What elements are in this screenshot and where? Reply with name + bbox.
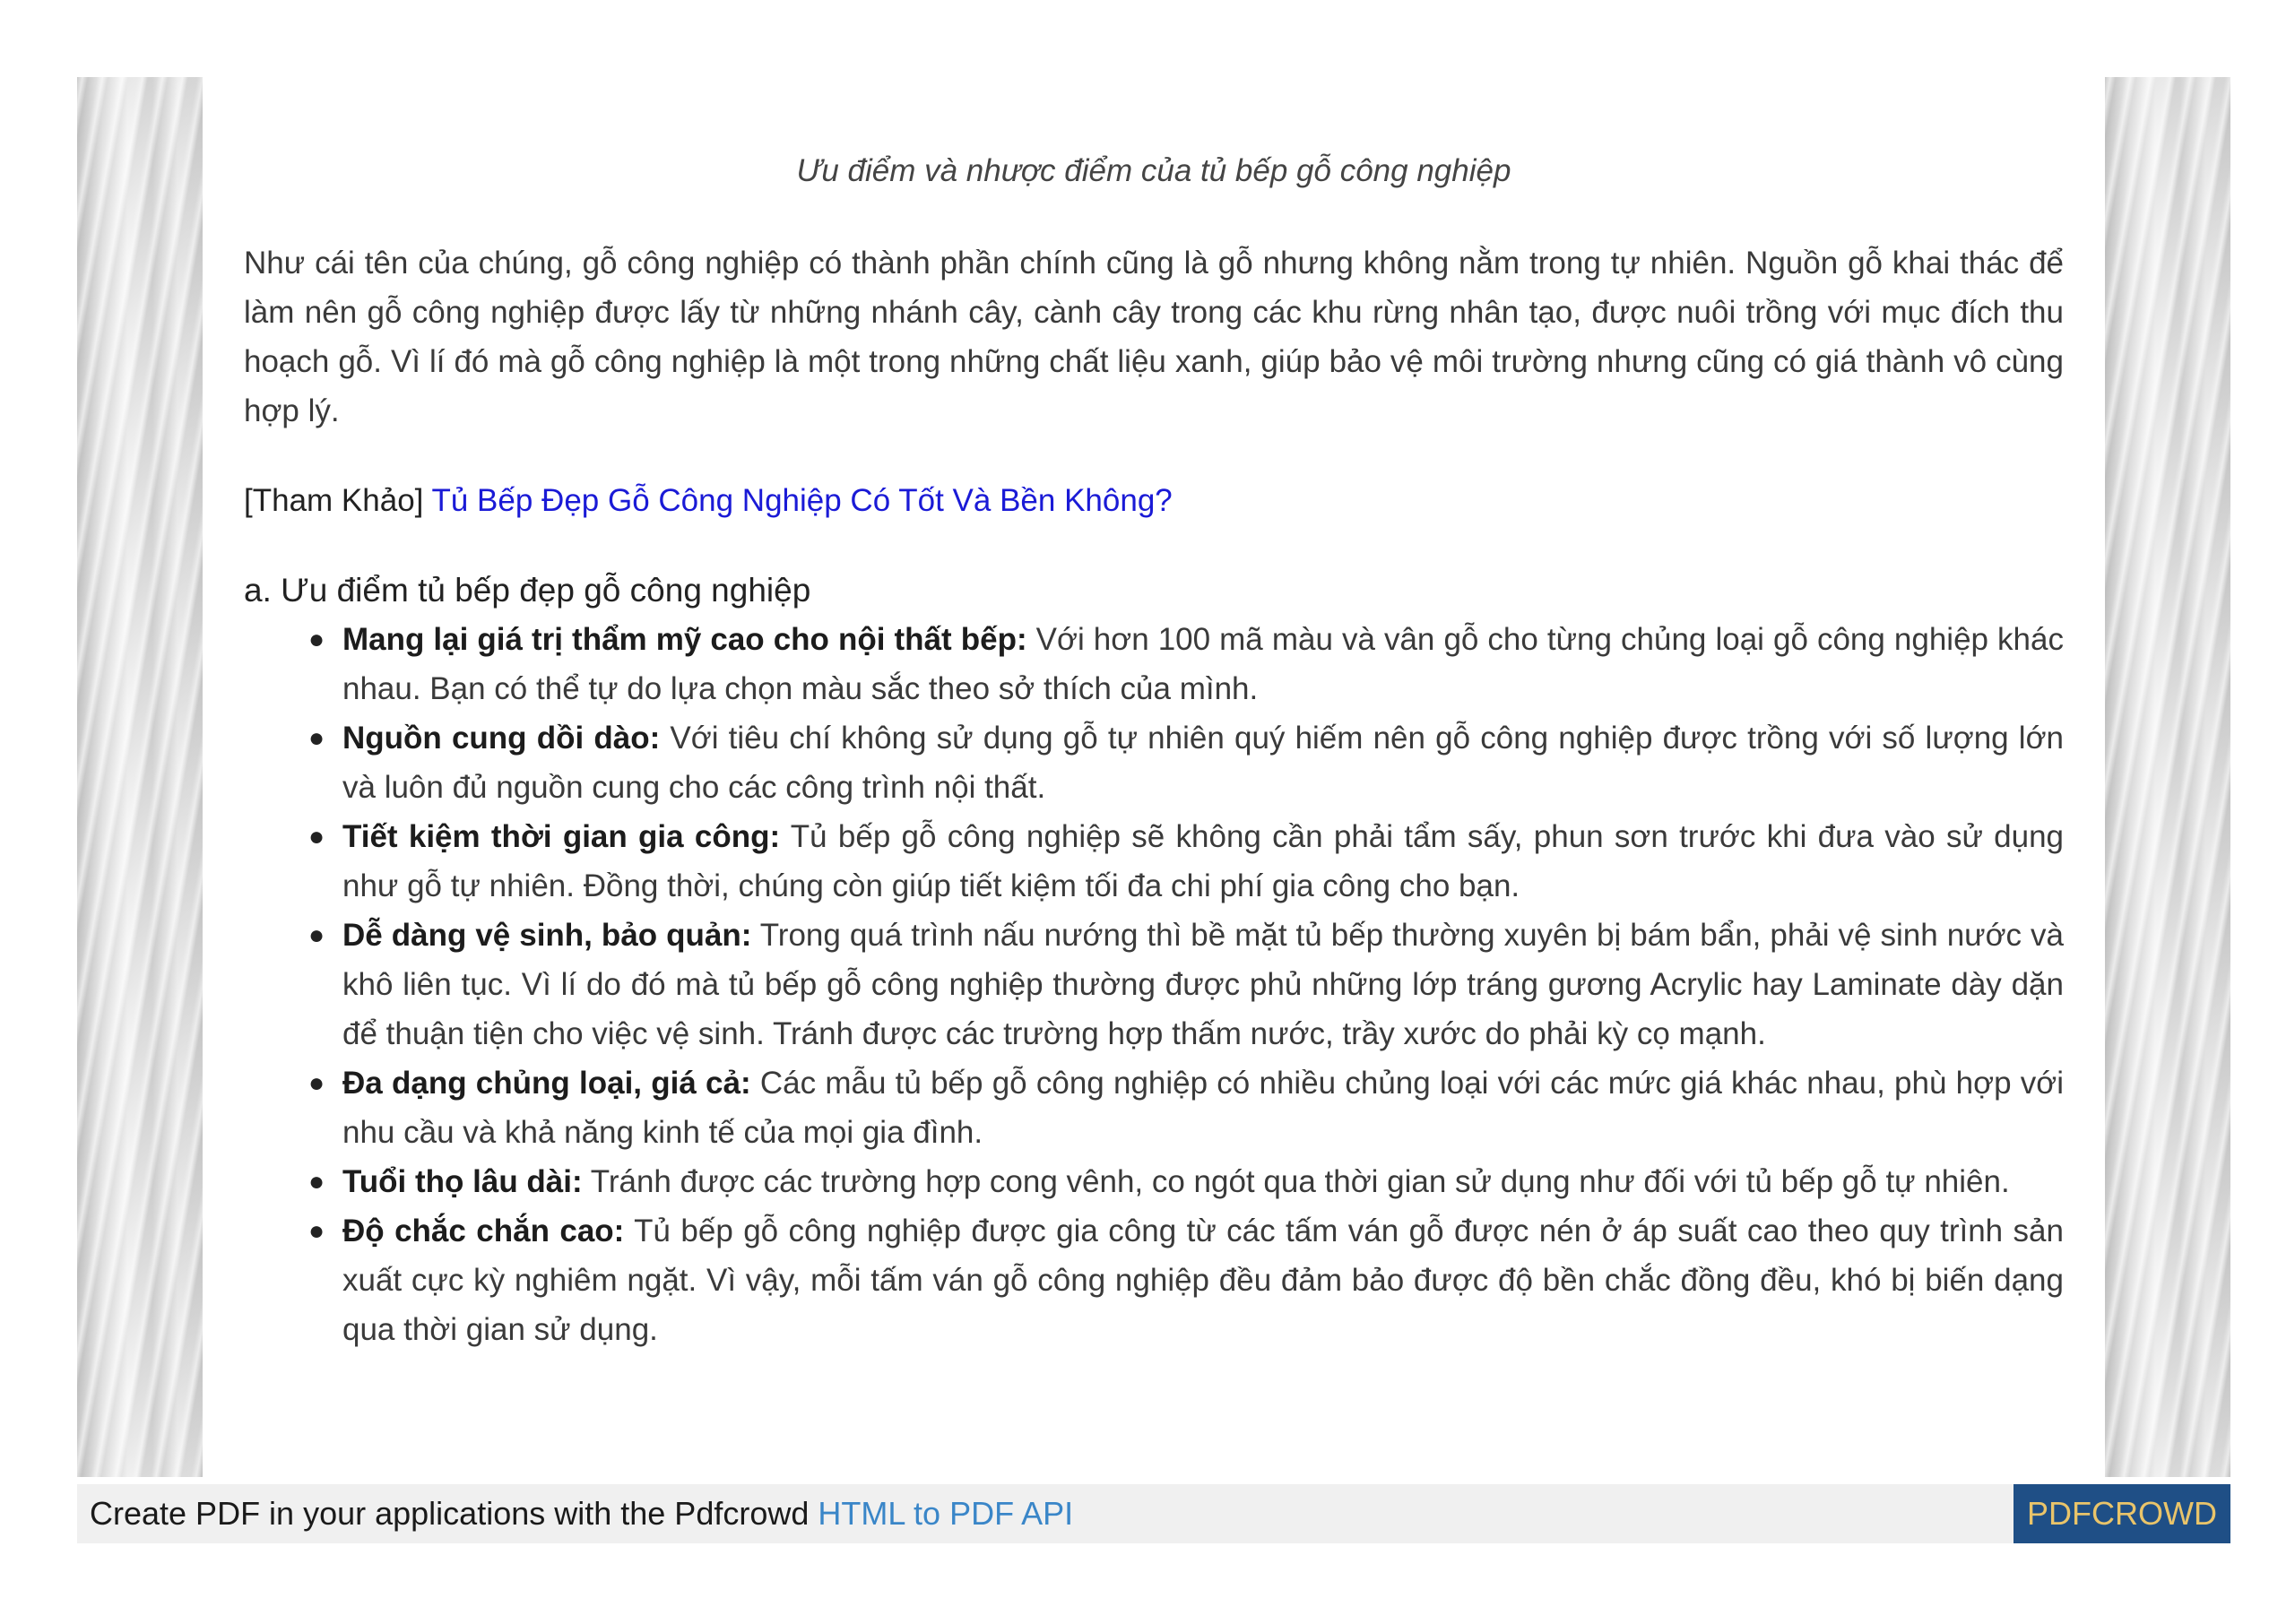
- list-item: [308, 1206, 2064, 1354]
- bullet-icon: ●: [308, 1216, 325, 1246]
- list-item: [308, 812, 2065, 911]
- item-text: Tránh được các trường hợp cong vênh, co ngót qua thời gian sử dụng như đối với tủ bếp gỗ tự nhiên.: [582, 1164, 2010, 1199]
- bullet-icon: ●: [308, 723, 325, 753]
- item-title: Tiết kiệm thời gian gia công:: [342, 819, 781, 854]
- footer-label: Create PDF in your applications with the Pdfcrowd: [90, 1495, 818, 1532]
- pdf-page: [77, 77, 2230, 1477]
- bullet-icon: ●: [308, 625, 325, 654]
- pdfcrowd-footer: [77, 1484, 2230, 1543]
- intro-paragraph: Như cái tên của chúng, gỗ công nghiệp có thành phần chính cũng là gỗ nhưng không nằm trong tự nhiên. Nguồn gỗ khai thác để làm nên gỗ công nghiệp được lấy từ những nhánh cây, cành cây trong các khu rừng nhân tạo, được nuôi trồng với mục đích thu hoạch gỗ. Vì lí đó mà gỗ công nghiệp là một trong những chất liệu xanh, giúp bảo vệ môi trường nhưng cũng có giá thành vô cùng hợp lý.: [244, 246, 2064, 428]
- bullet-icon: ●: [308, 1068, 325, 1098]
- item-text: Với hơn 100 mã màu và vân gỗ cho từng chủng loại gỗ công nghiệp khác nhau. Bạn có thể tự do lựa chọn màu sắc theo sở thích của mình.: [342, 622, 2064, 706]
- item-text: Với tiêu chí không sử dụng gỗ tự nhiên quý hiếm nên gỗ công nghiệp được trồng với số lượng lớn và luôn đủ nguồn cung cho các công trình nội thất.: [342, 721, 2064, 805]
- curtain-right-decoration: [2105, 77, 2230, 1477]
- reference-line: [244, 476, 2064, 525]
- reference-link[interactable]: Tủ Bếp Đẹp Gỗ Công Nghiệp Có Tốt Và Bền Không?: [431, 483, 1173, 518]
- item-title: Nguồn cung dồi dào:: [342, 721, 661, 756]
- reference-prefix: [Tham Khảo]: [244, 483, 424, 518]
- item-title: Đa dạng chủng loại, giá cả:: [342, 1066, 751, 1101]
- item-text: Tủ bếp gỗ công nghiệp sẽ không cần phải tẩm sấy, phun sơn trước khi đưa vào sử dụng như gỗ tự nhiên. Đồng thời, chúng còn giúp tiết kiệm tối đa chi phí gia công cho bạn.: [342, 819, 2065, 903]
- pdfcrowd-brand-button[interactable]: PDFCROWD: [2014, 1484, 2230, 1543]
- curtain-left-decoration: [77, 77, 203, 1477]
- image-caption: Ưu điểm và nhược điểm của tủ bếp gỗ công nghiệp: [796, 153, 1511, 188]
- section-heading: a. Ưu điểm tủ bếp đẹp gỗ công nghiệp: [244, 572, 811, 609]
- list-item: [308, 1058, 2064, 1157]
- item-title: Mang lại giá trị thẩm mỹ cao cho nội thất bếp:: [342, 622, 1027, 657]
- item-title: Dễ dàng vệ sinh, bảo quản:: [342, 918, 752, 953]
- item-text: Tủ bếp gỗ công nghiệp được gia công từ các tấm ván gỗ được nén ở áp suất cao theo quy trình sản xuất cực kỳ nghiêm ngặt. Vì vậy, mỗi tấm ván gỗ công nghiệp đều đảm bảo được độ bền chắc đồng đều, khó bị biến dạng qua thời gian sử dụng.: [342, 1214, 2064, 1347]
- list-item: [308, 1157, 2064, 1206]
- bullet-icon: ●: [308, 822, 325, 851]
- list-item: [308, 911, 2064, 1058]
- list-item: [308, 713, 2064, 812]
- item-title: Độ chắc chắn cao:: [342, 1214, 625, 1248]
- footer-text: [90, 1484, 1073, 1543]
- item-text: Các mẫu tủ bếp gỗ công nghiệp có nhiều chủng loại với các mức giá khác nhau, phù hợp với nhu cầu và khả năng kinh tế của mọi gia đình.: [342, 1066, 2064, 1150]
- item-title: Tuổi thọ lâu dài:: [342, 1164, 583, 1199]
- bullet-icon: ●: [308, 920, 325, 950]
- footer-api-link[interactable]: HTML to PDF API: [818, 1495, 1074, 1532]
- advantages-list: [244, 615, 2064, 1354]
- document-content: [244, 149, 2064, 1354]
- item-text: Trong quá trình nấu nướng thì bề mặt tủ bếp thường xuyên bị bám bẩn, phải vệ sinh nước và khô liên tục. Vì lí do đó mà tủ bếp gỗ công nghiệp thường được phủ những lớp tráng gương Acrylic hay Laminate dày dặn để thuận tiện cho việc vệ sinh. Tránh được các trường hợp thấm nước, trầy xước do phải kỳ cọ mạnh.: [342, 918, 2064, 1051]
- list-item: [308, 615, 2064, 713]
- bullet-icon: ●: [308, 1167, 325, 1196]
